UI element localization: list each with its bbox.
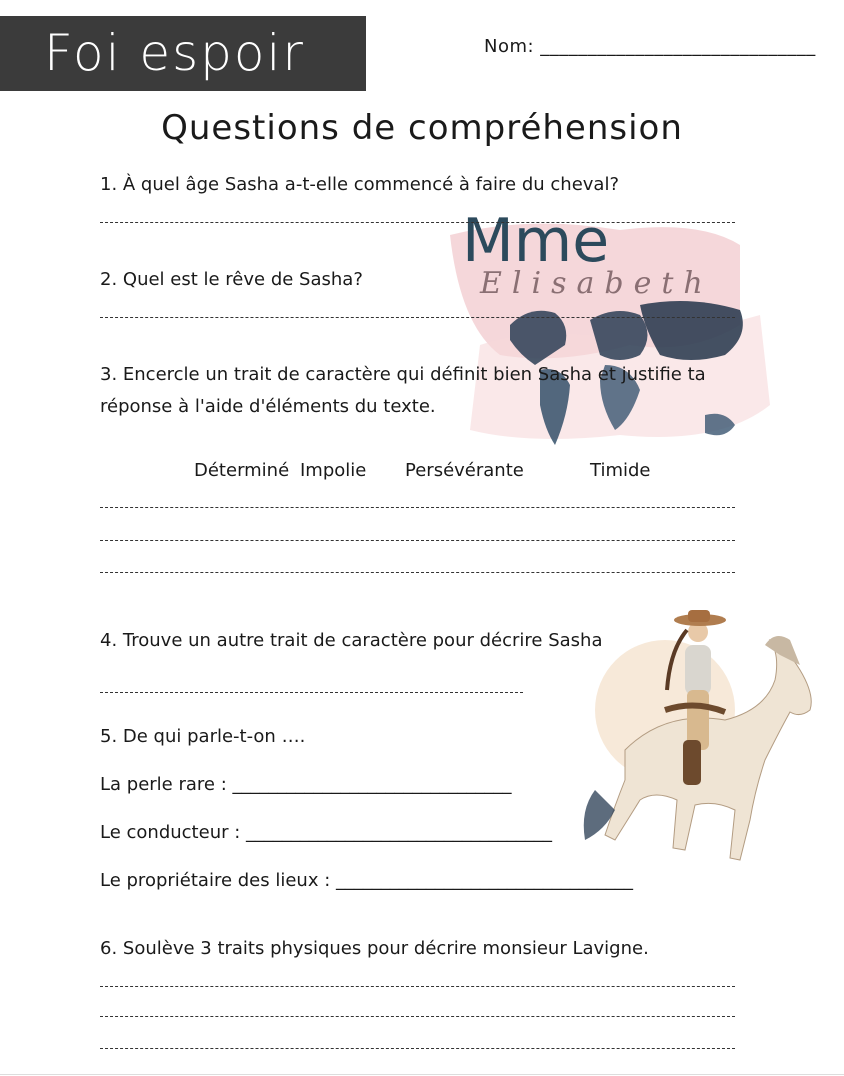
answer-line-q6[interactable] [100,1048,735,1049]
answer-line-q3[interactable] [100,507,735,508]
question-5a[interactable]: La perle rare : _______________________________ [100,774,512,795]
question-5b[interactable]: Le conducteur : __________________________________ [100,822,553,843]
answer-line-q3[interactable] [100,572,735,573]
question-3-line1: 3. Encercle un trait de caractère qui définit bien Sasha et justifie ta [100,364,706,385]
question-5: 5. De qui parle-t-on …. [100,726,306,747]
question-2: 2. Quel est le rêve de Sasha? [100,269,363,290]
watermark-line2: Elisabeth [480,266,713,301]
question-1: 1. À quel âge Sasha a-t-elle commencé à faire du cheval? [100,174,620,195]
answer-line-q6[interactable] [100,1016,735,1017]
trait-option[interactable]: Impolie [300,460,367,481]
answer-line-q4[interactable] [100,692,523,693]
question-5c[interactable]: Le propriétaire des lieux : _________________________________ [100,870,633,891]
banner-title: Foi espoir [0,16,366,91]
answer-line-q2[interactable] [100,317,735,318]
page-bottom-rule [0,1074,844,1075]
name-field[interactable]: Nom: _____________________________ [484,36,816,57]
question-4: 4. Trouve un autre trait de caractère pour décrire Sasha [100,630,603,651]
trait-option[interactable]: Timide [590,460,651,481]
answer-line-q3[interactable] [100,540,735,541]
watermark-line1: Mme [462,206,610,276]
trait-option[interactable]: Persévérante [405,460,524,481]
question-3-line2: réponse à l'aide d'éléments du texte. [100,396,436,417]
page-title: Questions de compréhension [161,108,683,148]
cowgirl-horse-illustration [575,600,825,870]
question-6: 6. Soulève 3 traits physiques pour décrire monsieur Lavigne. [100,938,649,959]
trait-option[interactable]: Déterminé [194,460,290,481]
answer-line-q6[interactable] [100,986,735,987]
answer-line-q1[interactable] [100,222,735,223]
